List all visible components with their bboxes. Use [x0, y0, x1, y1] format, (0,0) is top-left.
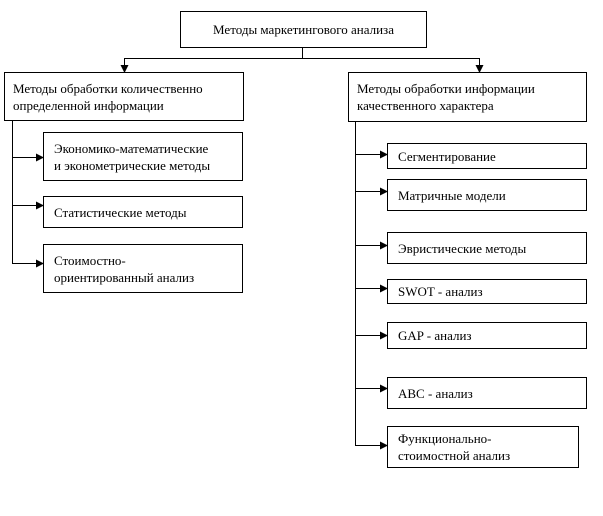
- left-item-2-line1: Статистические методы: [54, 204, 187, 220]
- right-item-4-line1: SWOT - анализ: [398, 284, 483, 299]
- root-node: [180, 11, 427, 48]
- right-item-5-line1: GAP - анализ: [398, 328, 472, 343]
- right-item-heuristic: [387, 232, 587, 264]
- left-item-statistical: [43, 196, 243, 228]
- left-item-1-line1: Экономико-математические: [54, 140, 209, 156]
- left-branch-title-line2: определенной информации: [13, 97, 164, 113]
- root-label: Методы маркетингового анализа: [213, 22, 394, 37]
- right-item-functional-cost: [387, 426, 579, 468]
- left-branch-node: [4, 72, 244, 121]
- left-item-1-line2: и эконометрические методы: [54, 157, 211, 173]
- right-item-3-line1: Эвристические методы: [398, 240, 527, 256]
- right-item-abc: [387, 377, 587, 409]
- right-item-1-line1: Сегментирование: [398, 148, 496, 164]
- right-branch-title-line1: Методы обработки информации: [357, 81, 535, 96]
- right-item-gap: [387, 322, 587, 349]
- right-item-segmentation: [387, 143, 587, 169]
- left-item-econometric: [43, 132, 243, 181]
- right-branch-title-line2: качественного характера: [357, 98, 494, 113]
- right-item-7-line1: Функционально-: [398, 431, 492, 446]
- right-item-swot: [387, 279, 587, 304]
- right-item-6-line1: ABC - анализ: [398, 385, 473, 401]
- left-branch-title-line1: Методы обработки количественно: [13, 80, 203, 96]
- left-item-3-line2: ориентированный анализ: [54, 269, 195, 285]
- left-item-3-line1: Стоимостно-: [54, 252, 126, 268]
- left-item-value-oriented: [43, 244, 243, 293]
- right-item-2-line1: Матричные модели: [398, 187, 506, 203]
- right-branch-node: [348, 72, 587, 122]
- right-item-matrix-models: [387, 179, 587, 211]
- right-item-7-line2: стоимостной анализ: [398, 448, 511, 463]
